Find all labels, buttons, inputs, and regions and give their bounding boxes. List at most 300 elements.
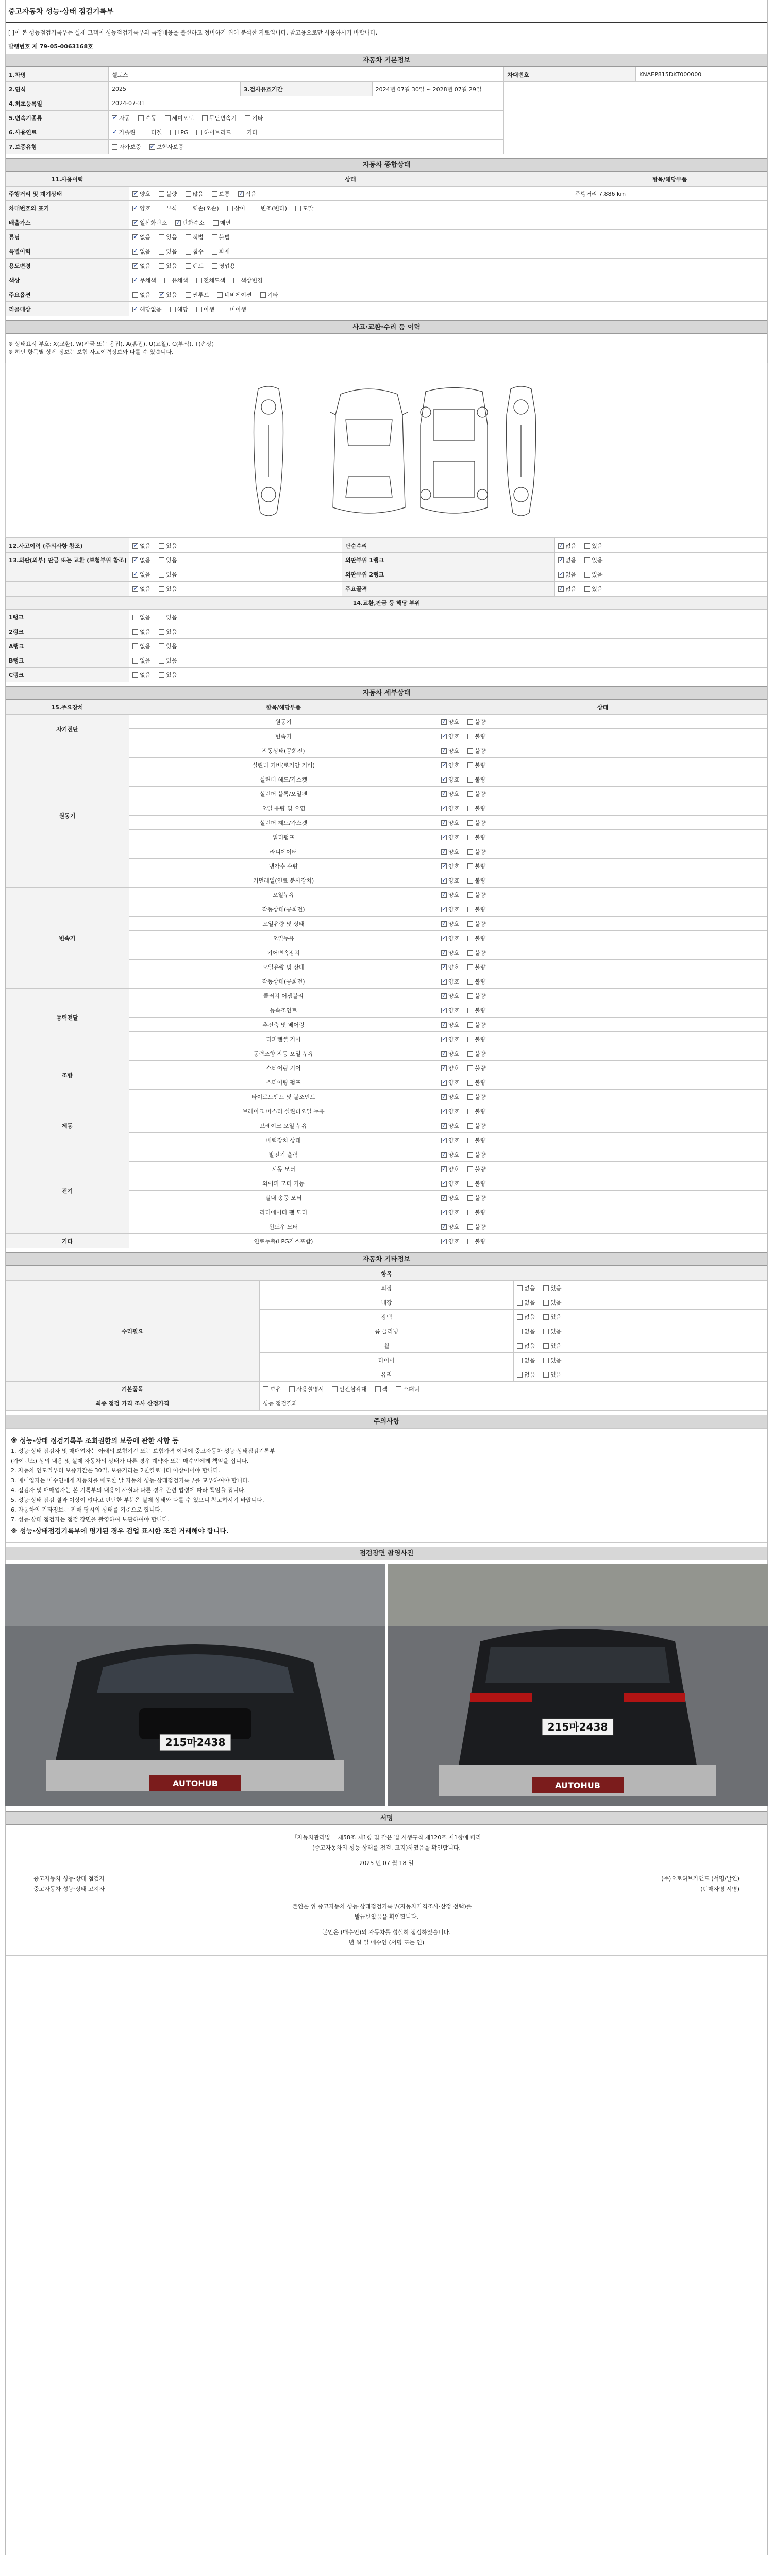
overall-option-label: 있음 bbox=[166, 233, 177, 241]
exchange-checkbox[interactable] bbox=[132, 629, 138, 635]
overall-checkbox[interactable] bbox=[132, 206, 138, 211]
detail-checkbox[interactable] bbox=[467, 950, 473, 956]
detail-option-label: 양호 bbox=[448, 1021, 460, 1028]
detail-checkbox[interactable] bbox=[441, 820, 447, 826]
exchange-checkbox[interactable] bbox=[132, 672, 138, 678]
detail-checkbox[interactable] bbox=[441, 1109, 447, 1114]
detail-checkbox[interactable] bbox=[467, 1195, 473, 1201]
basic-checkbox[interactable] bbox=[112, 115, 117, 121]
detail-checkbox[interactable] bbox=[467, 878, 473, 884]
detail-item: 실내 송풍 모터 bbox=[129, 1191, 438, 1205]
detail-item: 오일유량 및 상태 bbox=[129, 960, 438, 974]
damage-checkbox[interactable] bbox=[132, 543, 138, 549]
detail-checkbox[interactable] bbox=[441, 1224, 447, 1230]
detail-option-label: 불량 bbox=[475, 906, 486, 913]
section-sign: 서명 bbox=[5, 1811, 768, 1825]
sign-date: 2025 년 07 월 18 일 bbox=[359, 1860, 414, 1867]
other-checkbox[interactable] bbox=[517, 1300, 523, 1306]
overall-option-label: 없음 bbox=[140, 233, 151, 241]
other-checkbox[interactable] bbox=[543, 1329, 549, 1334]
detail-checkbox[interactable] bbox=[441, 1239, 447, 1244]
basic-items-checkbox[interactable] bbox=[375, 1386, 381, 1392]
detail-option-label: 불량 bbox=[475, 718, 486, 725]
overall-checkbox[interactable] bbox=[159, 206, 164, 211]
damage-sub-option-label: 없음 bbox=[565, 571, 577, 578]
detail-checkbox[interactable] bbox=[467, 1109, 473, 1114]
notes-line: 3. 매매업자는 매수인에게 자동차를 매도한 날 자동차 성능·상태점검기록부를 교부하여야 합니다. bbox=[11, 1477, 250, 1484]
detail-checkbox[interactable] bbox=[441, 907, 447, 912]
basic-checkbox[interactable] bbox=[165, 115, 171, 121]
detail-group: 제동 bbox=[6, 1104, 129, 1147]
detail-item: 원동기 bbox=[129, 715, 438, 729]
overall-checkbox[interactable] bbox=[186, 191, 191, 197]
exchange-option-label: 없음 bbox=[140, 657, 151, 664]
detail-checkbox[interactable] bbox=[441, 1080, 447, 1086]
overall-checkbox[interactable] bbox=[159, 191, 164, 197]
overall-item: 리콜대상 bbox=[6, 302, 129, 316]
exchange-checkbox[interactable] bbox=[132, 615, 138, 620]
detail-checkbox[interactable] bbox=[441, 748, 447, 754]
detail-option-label: 양호 bbox=[448, 920, 460, 927]
detail-checkbox[interactable] bbox=[467, 1008, 473, 1013]
detail-option-label: 불량 bbox=[475, 1151, 486, 1158]
detail-checkbox[interactable] bbox=[441, 1138, 447, 1143]
exchange-checkbox[interactable] bbox=[159, 672, 164, 678]
basic-value: 2024년 07월 30일 ~ 2028년 07월 29일 bbox=[372, 82, 504, 96]
detail-checkbox[interactable] bbox=[467, 1166, 473, 1172]
front-car-image bbox=[5, 1564, 385, 1806]
detail-item: 타이로드엔드 및 볼조인트 bbox=[129, 1090, 438, 1104]
detail-item: 등속조인트 bbox=[129, 1003, 438, 1018]
overall-checkbox[interactable] bbox=[227, 206, 233, 211]
detail-checkbox[interactable] bbox=[467, 964, 473, 970]
detail-checkbox[interactable] bbox=[467, 835, 473, 840]
detail-checkbox[interactable] bbox=[441, 993, 447, 999]
overall-checkbox[interactable] bbox=[132, 307, 138, 312]
detail-checkbox[interactable] bbox=[467, 1051, 473, 1057]
overall-checkbox[interactable] bbox=[213, 220, 219, 226]
detail-option-label: 불량 bbox=[475, 1050, 486, 1057]
overall-checkbox[interactable] bbox=[159, 292, 164, 298]
basic-option-label: 세미오토 bbox=[172, 114, 194, 122]
detail-option-label: 불량 bbox=[475, 805, 486, 812]
overall-checkbox[interactable] bbox=[233, 278, 239, 283]
exchange-checkbox[interactable] bbox=[159, 658, 164, 664]
detail-option-label: 불량 bbox=[475, 949, 486, 956]
detail-option-label: 불량 bbox=[475, 1007, 486, 1014]
overall-option-label: 렌트 bbox=[192, 262, 204, 269]
other-option-label: 있음 bbox=[550, 1328, 562, 1335]
overall-option-label: 기타 bbox=[267, 291, 278, 298]
detail-option-label: 양호 bbox=[448, 978, 460, 985]
basic-option-label: 보험사보증 bbox=[156, 143, 184, 150]
section-photos: 점검장면 촬영사진 bbox=[5, 1547, 768, 1560]
notifier-value: (판매자명 서명) bbox=[700, 1886, 740, 1892]
basic-checkbox[interactable] bbox=[170, 130, 176, 135]
other-checkbox[interactable] bbox=[517, 1314, 523, 1320]
detail-checkbox[interactable] bbox=[467, 979, 473, 985]
damage-sub-checkbox[interactable] bbox=[558, 572, 564, 578]
rear-photo bbox=[388, 1564, 768, 1806]
basic-checkbox[interactable] bbox=[202, 115, 208, 121]
notes-line: 4. 점검자 및 매매업자는 본 기록부의 내용이 사실과 다른 경우 관련 법령에 따라 책임을 집니다. bbox=[11, 1487, 246, 1494]
detail-option-label: 불량 bbox=[475, 1209, 486, 1216]
other-checkbox[interactable] bbox=[543, 1343, 549, 1349]
detail-checkbox[interactable] bbox=[467, 1138, 473, 1143]
detail-checkbox[interactable] bbox=[441, 791, 447, 797]
detail-option-label: 양호 bbox=[448, 1036, 460, 1043]
exchange-rank: 2랭크 bbox=[6, 624, 129, 639]
overall-checkbox[interactable] bbox=[170, 307, 176, 312]
detail-item: 디퍼렌셜 기어 bbox=[129, 1032, 438, 1046]
detail-checkbox[interactable] bbox=[467, 791, 473, 797]
inspector-value: (주)오토허브카앤드 (서명/날인) bbox=[661, 1875, 740, 1882]
basic-label: 3.검사유효기간 bbox=[240, 82, 372, 96]
notes-final: ※ 성능·상태점검기록부에 명기된 경우 검업 표시한 조건 거래해야 합니다. bbox=[11, 1528, 229, 1535]
other-checkbox[interactable] bbox=[517, 1372, 523, 1378]
detail-option-label: 양호 bbox=[448, 1180, 460, 1187]
overall-checkbox[interactable] bbox=[159, 249, 164, 255]
basic-checkbox[interactable] bbox=[149, 144, 155, 150]
damage-option-label: 있음 bbox=[166, 585, 177, 592]
detail-option-label: 불량 bbox=[475, 1122, 486, 1129]
basic-checkbox[interactable] bbox=[112, 130, 117, 135]
basic-option-label: 무단변속기 bbox=[209, 114, 237, 122]
basic-items-checkbox[interactable] bbox=[332, 1386, 338, 1392]
overall-item: 특별이력 bbox=[6, 244, 129, 259]
receiver-date: 년 월 일 매수인 (서명 또는 인) bbox=[348, 1939, 425, 1946]
intro-text: [ ]이 본 성능점검기록부는 실제 고객이 성능점검기록부의 특정내용을 불신하고 정비하기 위해 분석한 자료입니다. 참고용으로만 사용하시기 바랍니다. bbox=[8, 29, 378, 36]
overall-checkbox[interactable] bbox=[159, 263, 164, 269]
overall-checkbox[interactable] bbox=[159, 234, 164, 240]
detail-option-label: 양호 bbox=[448, 1007, 460, 1014]
basic-checkbox[interactable] bbox=[138, 115, 144, 121]
overall-checkbox[interactable] bbox=[186, 249, 191, 255]
exchange-option-label: 있음 bbox=[166, 657, 177, 664]
detail-checkbox[interactable] bbox=[441, 936, 447, 941]
detail-checkbox[interactable] bbox=[441, 921, 447, 927]
damage-sub-checkbox[interactable] bbox=[584, 543, 590, 549]
confirm-line2: 발급받았음을 확인합니다. bbox=[355, 1913, 418, 1920]
damage-checkbox[interactable] bbox=[159, 543, 164, 549]
detail-checkbox[interactable] bbox=[467, 719, 473, 725]
other-checkbox[interactable] bbox=[517, 1343, 523, 1349]
detail-option-label: 양호 bbox=[448, 1137, 460, 1144]
overall-checkbox[interactable] bbox=[196, 278, 202, 283]
detail-checkbox[interactable] bbox=[441, 1181, 447, 1187]
detail-checkbox[interactable] bbox=[467, 1210, 473, 1215]
basic-items-checkbox[interactable] bbox=[396, 1386, 401, 1392]
basic-checkbox[interactable] bbox=[112, 144, 117, 150]
overall-checkbox[interactable] bbox=[238, 191, 244, 197]
detail-item: 라디에이터 팬 모터 bbox=[129, 1205, 438, 1219]
car-diagram-svg bbox=[6, 363, 767, 537]
detail-checkbox[interactable] bbox=[441, 1166, 447, 1172]
overall-checkbox[interactable] bbox=[132, 220, 138, 226]
detail-item: 실린더 헤드/가스켓 bbox=[129, 772, 438, 787]
overall-checkbox[interactable] bbox=[186, 234, 191, 240]
exchange-option-label: 없음 bbox=[140, 671, 151, 679]
other-group: 수리필요 bbox=[6, 1281, 260, 1382]
overall-checkbox[interactable] bbox=[186, 292, 191, 298]
detail-option-label: 불량 bbox=[475, 776, 486, 783]
basic-option-label: 기타 bbox=[252, 114, 263, 122]
other-checkbox[interactable] bbox=[543, 1300, 549, 1306]
detail-checkbox[interactable] bbox=[441, 1123, 447, 1129]
overall-checkbox[interactable] bbox=[132, 191, 138, 197]
basic-checkbox[interactable] bbox=[245, 115, 250, 121]
exchange-option-label: 있음 bbox=[166, 614, 177, 621]
detail-checkbox[interactable] bbox=[467, 863, 473, 869]
detail-option-label: 불량 bbox=[475, 1165, 486, 1173]
overall-checkbox[interactable] bbox=[212, 249, 217, 255]
detail-option-label: 불량 bbox=[475, 920, 486, 927]
detail-checkbox[interactable] bbox=[467, 762, 473, 768]
detail-item: 냉각수 수량 bbox=[129, 859, 438, 873]
detail-group: 원동기 bbox=[6, 743, 129, 888]
other-head-cell: 항목 bbox=[6, 1266, 768, 1281]
detail-item: 오일누유 bbox=[129, 931, 438, 945]
detail-checkbox[interactable] bbox=[441, 950, 447, 956]
other-option-label: 없음 bbox=[524, 1371, 535, 1378]
detail-checkbox[interactable] bbox=[467, 936, 473, 941]
other-checkbox[interactable] bbox=[517, 1329, 523, 1334]
other-option-label: 있음 bbox=[550, 1299, 562, 1306]
basic-value: 2025 bbox=[109, 82, 241, 96]
detail-option-label: 양호 bbox=[448, 877, 460, 884]
detail-option-label: 양호 bbox=[448, 834, 460, 841]
overall-checkbox[interactable] bbox=[186, 263, 191, 269]
exchange-rank: 1랭크 bbox=[6, 610, 129, 624]
basic-value: 셀토스 bbox=[109, 67, 504, 82]
overall-checkbox[interactable] bbox=[223, 307, 228, 312]
detail-checkbox[interactable] bbox=[467, 1065, 473, 1071]
detail-checkbox[interactable] bbox=[441, 1022, 447, 1028]
damage-sub-checkbox[interactable] bbox=[584, 572, 590, 578]
detail-checkbox[interactable] bbox=[467, 777, 473, 783]
basic-option-label: 가솔린 bbox=[119, 129, 136, 136]
detail-option-label: 양호 bbox=[448, 906, 460, 913]
overall-checkbox[interactable] bbox=[186, 206, 191, 211]
detail-checkbox[interactable] bbox=[441, 719, 447, 725]
basic-label: 2.연식 bbox=[6, 82, 109, 96]
detail-checkbox[interactable] bbox=[441, 835, 447, 840]
detail-checkbox[interactable] bbox=[467, 993, 473, 999]
overall-option-label: 썬루프 bbox=[192, 291, 209, 298]
basic-items-option-label: 보유 bbox=[270, 1385, 281, 1393]
detail-item: 브레이크 마스터 실린더오일 누유 bbox=[129, 1104, 438, 1118]
other-checkbox[interactable] bbox=[543, 1358, 549, 1363]
damage-checkbox[interactable] bbox=[159, 557, 164, 563]
overall-checkbox[interactable] bbox=[132, 249, 138, 255]
detail-checkbox[interactable] bbox=[467, 1094, 473, 1100]
overall-option-label: 유채색 bbox=[171, 277, 188, 284]
detail-option-label: 불량 bbox=[475, 761, 486, 769]
exchange-option-label: 있음 bbox=[166, 642, 177, 650]
exchange-option-label: 없음 bbox=[140, 642, 151, 650]
overall-item: 주요옵션 bbox=[6, 287, 129, 302]
detail-checkbox[interactable] bbox=[441, 964, 447, 970]
overall-option-label: 변조(변타) bbox=[260, 205, 287, 212]
other-checkbox[interactable] bbox=[543, 1314, 549, 1320]
overall-option-label: 훼손(오손) bbox=[192, 205, 219, 212]
detail-checkbox[interactable] bbox=[441, 762, 447, 768]
detail-group: 기타 bbox=[6, 1234, 129, 1248]
detail-checkbox[interactable] bbox=[467, 907, 473, 912]
other-item: 유리 bbox=[260, 1367, 514, 1382]
overall-checkbox[interactable] bbox=[196, 307, 202, 312]
section-other-info: 자동차 기타정보 bbox=[5, 1252, 768, 1266]
detail-checkbox[interactable] bbox=[467, 1224, 473, 1230]
overall-checkbox[interactable] bbox=[164, 278, 170, 283]
exchange-checkbox[interactable] bbox=[159, 629, 164, 635]
detail-checkbox[interactable] bbox=[467, 1123, 473, 1129]
exchange-checkbox[interactable] bbox=[132, 658, 138, 664]
detail-checkbox[interactable] bbox=[441, 1094, 447, 1100]
damage-option-label: 없음 bbox=[140, 556, 151, 564]
detail-checkbox[interactable] bbox=[441, 979, 447, 985]
detail-checkbox[interactable] bbox=[441, 1051, 447, 1057]
detail-checkbox[interactable] bbox=[467, 892, 473, 898]
overall-option-label: 이행 bbox=[203, 306, 215, 313]
damage-sub-checkbox[interactable] bbox=[584, 557, 590, 563]
overall-checkbox[interactable] bbox=[212, 234, 217, 240]
damage-checkbox[interactable] bbox=[132, 557, 138, 563]
overall-option-label: 보통 bbox=[219, 190, 230, 197]
damage-option-label: 있음 bbox=[166, 542, 177, 549]
detail-checkbox[interactable] bbox=[441, 1037, 447, 1042]
basic-items-checkbox[interactable] bbox=[289, 1386, 295, 1392]
document-page bbox=[5, 0, 768, 2576]
basic-items-checkbox[interactable] bbox=[263, 1386, 268, 1392]
overall-checkbox[interactable] bbox=[132, 292, 138, 298]
overall-option-label: 매연 bbox=[220, 219, 231, 226]
overall-checkbox[interactable] bbox=[212, 191, 217, 197]
other-checkbox[interactable] bbox=[543, 1372, 549, 1378]
other-checkbox[interactable] bbox=[517, 1285, 523, 1291]
detail-checkbox[interactable] bbox=[467, 1181, 473, 1187]
damage-checkbox[interactable] bbox=[159, 586, 164, 592]
detail-option-label: 불량 bbox=[475, 992, 486, 999]
detail-option-label: 불량 bbox=[475, 1036, 486, 1043]
overall-checkbox[interactable] bbox=[254, 206, 259, 211]
detail-checkbox[interactable] bbox=[467, 820, 473, 826]
detail-option-label: 불량 bbox=[475, 1064, 486, 1072]
detail-checkbox[interactable] bbox=[467, 734, 473, 739]
detail-checkbox[interactable] bbox=[441, 863, 447, 869]
vin-label: 차대번호 bbox=[504, 67, 636, 82]
detail-checkbox[interactable] bbox=[441, 892, 447, 898]
overall-checkbox[interactable] bbox=[132, 234, 138, 240]
detail-option-label: 양호 bbox=[448, 1079, 460, 1086]
overall-item: 색상 bbox=[6, 273, 129, 287]
basic-items-option-label: 스패너 bbox=[403, 1385, 420, 1393]
overall-checkbox[interactable] bbox=[217, 292, 223, 298]
detail-checkbox[interactable] bbox=[467, 1022, 473, 1028]
detail-checkbox[interactable] bbox=[467, 1239, 473, 1244]
overall-option-label: 미이행 bbox=[230, 306, 246, 313]
basic-checkbox[interactable] bbox=[196, 130, 202, 135]
basic-label: 7.보증유형 bbox=[6, 140, 109, 154]
basic-checkbox[interactable] bbox=[240, 130, 245, 135]
detail-checkbox[interactable] bbox=[467, 806, 473, 811]
exchange-checkbox[interactable] bbox=[132, 643, 138, 649]
basic-label: 6.사용연료 bbox=[6, 125, 109, 140]
damage-checkbox[interactable] bbox=[132, 586, 138, 592]
notes-line: 6. 자동차의 기타정보는 판매 당시의 상태를 기준으로 합니다. bbox=[11, 1506, 162, 1513]
detail-checkbox[interactable] bbox=[441, 1065, 447, 1071]
overall-option-label: 없음 bbox=[140, 291, 151, 298]
damage-label: 12.사고이력 (주의사항 참조) bbox=[6, 538, 129, 553]
detail-checkbox[interactable] bbox=[467, 1152, 473, 1158]
detail-checkbox[interactable] bbox=[441, 806, 447, 811]
exchange-checkbox[interactable] bbox=[159, 615, 164, 620]
detail-option-label: 양호 bbox=[448, 1108, 460, 1115]
damage-checkbox[interactable] bbox=[159, 572, 164, 578]
damage-sub-checkbox[interactable] bbox=[558, 543, 564, 549]
inspector-label: 중고자동차 성능·상태 점검자 bbox=[33, 1875, 105, 1882]
damage-sub-checkbox[interactable] bbox=[584, 586, 590, 592]
detail-checkbox[interactable] bbox=[441, 849, 447, 855]
overall-checkbox[interactable] bbox=[212, 263, 217, 269]
detail-checkbox[interactable] bbox=[441, 734, 447, 739]
exchange-checkbox[interactable] bbox=[159, 643, 164, 649]
other-item: 광택 bbox=[260, 1310, 514, 1324]
car-right-side-icon bbox=[507, 386, 536, 516]
detail-checkbox[interactable] bbox=[441, 1008, 447, 1013]
overall-item: 주행거리 및 계기상태 bbox=[6, 187, 129, 201]
overall-checkbox[interactable] bbox=[175, 220, 181, 226]
detail-item: 작동상태(공회전) bbox=[129, 743, 438, 758]
other-checkbox[interactable] bbox=[543, 1285, 549, 1291]
detail-option-label: 양호 bbox=[448, 992, 460, 999]
overall-checkbox[interactable] bbox=[295, 206, 301, 211]
detail-option-label: 양호 bbox=[448, 1064, 460, 1072]
damage-sub-option-label: 있음 bbox=[592, 585, 603, 592]
other-checkbox[interactable] bbox=[517, 1358, 523, 1363]
overall-checkbox[interactable] bbox=[132, 278, 138, 283]
detail-checkbox[interactable] bbox=[441, 1195, 447, 1201]
overall-option-label: 해당 bbox=[177, 306, 188, 313]
notifier-label: 중고자동차 성능·상태 고지자 bbox=[33, 1886, 105, 1892]
overall-option-label: 전체도색 bbox=[203, 277, 226, 284]
damage-sub-checkbox[interactable] bbox=[558, 557, 564, 563]
detail-checkbox[interactable] bbox=[441, 878, 447, 884]
confirm-checkbox[interactable] bbox=[474, 1904, 479, 1909]
detail-item: 시동 모터 bbox=[129, 1162, 438, 1176]
detail-checkbox[interactable] bbox=[467, 1037, 473, 1042]
overall-checkbox[interactable] bbox=[260, 292, 266, 298]
detail-checkbox[interactable] bbox=[467, 1080, 473, 1086]
detail-checkbox[interactable] bbox=[441, 1152, 447, 1158]
basic-value: 2024-07-31 bbox=[109, 96, 504, 111]
other-option-label: 없음 bbox=[524, 1357, 535, 1364]
detail-checkbox[interactable] bbox=[467, 921, 473, 927]
detail-checkbox[interactable] bbox=[467, 849, 473, 855]
overall-checkbox[interactable] bbox=[132, 263, 138, 269]
damage-sub-checkbox[interactable] bbox=[558, 586, 564, 592]
damage-checkbox[interactable] bbox=[132, 572, 138, 578]
section-overall-status: 자동차 종합상태 bbox=[5, 158, 768, 172]
detail-item: 배력장치 상태 bbox=[129, 1133, 438, 1147]
basic-checkbox[interactable] bbox=[144, 130, 149, 135]
detail-checkbox[interactable] bbox=[467, 748, 473, 754]
detail-checkbox[interactable] bbox=[441, 1210, 447, 1215]
exchange-option-label: 없음 bbox=[140, 614, 151, 621]
detail-option-label: 양호 bbox=[448, 935, 460, 942]
detail-checkbox[interactable] bbox=[441, 777, 447, 783]
basic-items-option-label: 사용설명서 bbox=[296, 1385, 324, 1393]
